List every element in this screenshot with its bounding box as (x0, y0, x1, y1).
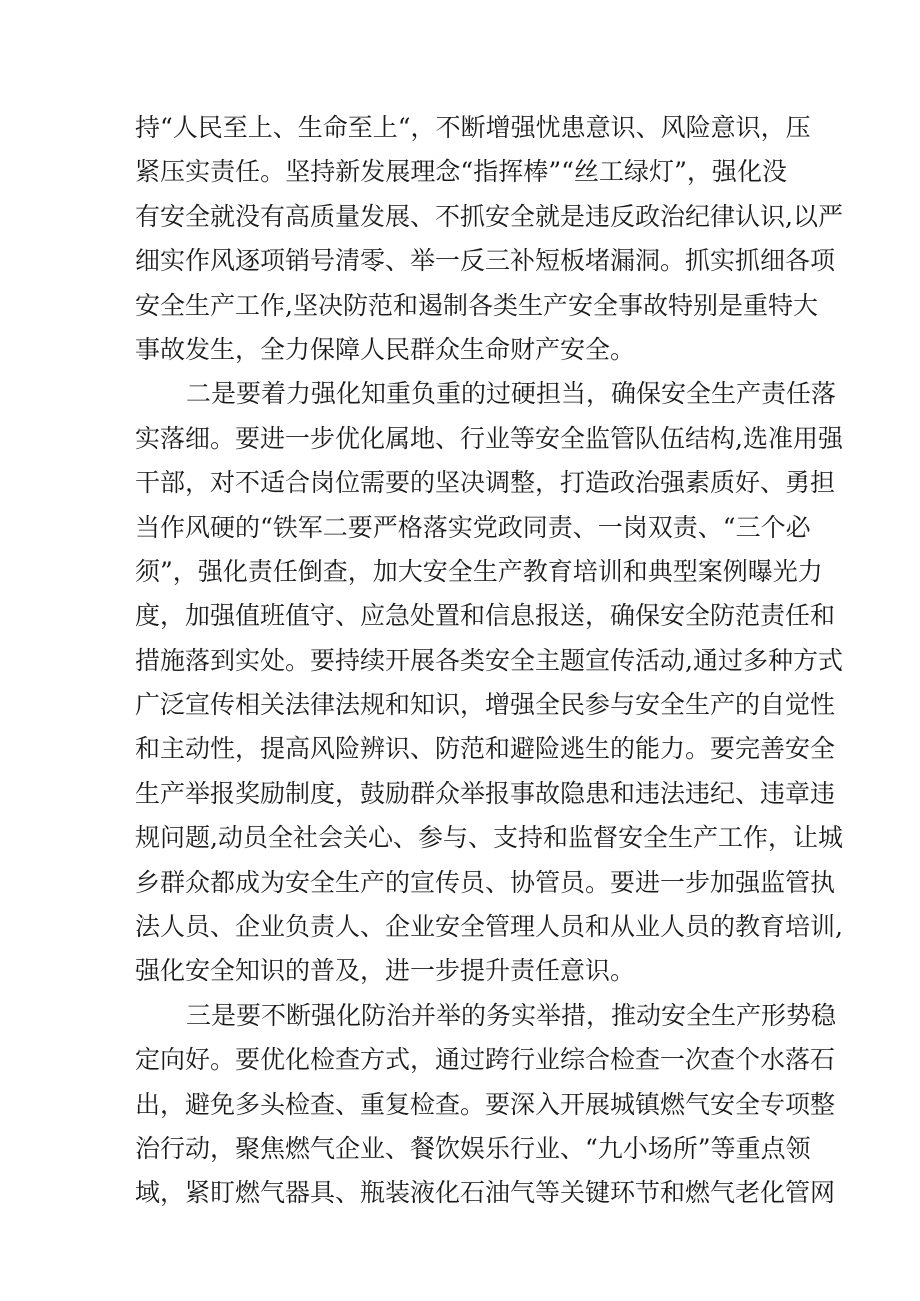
text-line: 治行动，聚焦燃气企业、餐饮娱乐行业、“九小场所”等重点领 (135, 1133, 811, 1163)
text-line: 度，加强值班值守、应急处置和信息报送，确保安全防范责任和 (135, 601, 836, 631)
document-body (135, 106, 843, 1216)
text-line: 乡群众都成为安全生产的宣传员、协管员。要进一步加强监管执 (135, 867, 836, 897)
text-line: 规问题,动员全社会关心、参与、支持和监督安全生产工作，让城 (135, 823, 843, 853)
text-line: 定向好。要优化检查方式，通过跨行业综合检查一次查个水落石 (135, 1045, 836, 1075)
paragraph-3 (135, 994, 837, 1216)
paragraph-2 (135, 372, 843, 993)
text-line: 有安全就没有高质量发展、不抓安全就是违反政治纪律认识,以严 (135, 201, 843, 231)
text-line: 和主动性，提高风险辨识、防范和避险逃生的能力。要完善安全 (135, 734, 836, 764)
text-line: 须”，强化责任倒查，加大安全生产教育培训和典型案例曝光力 (135, 556, 823, 586)
text-line: 持“人民至上、生命至上“，不断增强忧患意识、风险意识，压 (135, 113, 811, 142)
text-line: 广泛宣传相关法律法规和知识，增强全民参与安全生产的自觉性 (135, 690, 836, 720)
text-line: 二是要着力强化知重负重的过硬担当，确保安全生产责任落 (186, 379, 837, 409)
text-line: 安全生产工作,坚决防范和遏制各类生产安全事故特别是重特大 (135, 290, 818, 320)
paragraph-1 (135, 106, 843, 372)
text-line: 紧压实责任。坚持新发展理念“指挥棒”“丝工绿灯”，强化没 (135, 157, 787, 187)
text-line: 细实作风逐项销号清零、举一反三补短板堵漏洞。抓实抓细各项 (135, 246, 836, 276)
text-line: 法人员、企业负责人、企业安全管理人员和从业人员的教育培训, (135, 912, 843, 942)
text-line: 域，紧盯燃气器具、瓶装液化石油气等关键环节和燃气老化管网 (135, 1178, 836, 1208)
text-line: 当作风硬的“铁军二要严格落实党政同责、一岗双责、“三个必 (135, 512, 811, 542)
text-line: 生产举报奖励制度，鼓励群众举报事故隐患和违法违纪、违章违 (135, 778, 836, 808)
text-line: 强化安全知识的普及，进一步提升责任意识。 (135, 956, 636, 986)
text-line: 干部，对不适合岗位需要的坚决调整，打造政治强素质好、勇担 (135, 468, 836, 498)
text-line: 出，避免多头检查、重复检查。要深入开展城镇燃气安全专项整 (135, 1089, 836, 1119)
text-line: 措施落到实处。要持续开展各类安全主题宣传活动,通过多种方式 (135, 645, 843, 675)
text-line: 实落细。要进一步优化属地、行业等安全监管队伍结构,选准用强 (135, 423, 843, 453)
text-line: 事故发生，全力保障人民群众生命财产安全。 (135, 334, 636, 364)
text-line: 三是要不断强化防治并举的务实举措，推动安全生产形势稳 (186, 1000, 837, 1030)
